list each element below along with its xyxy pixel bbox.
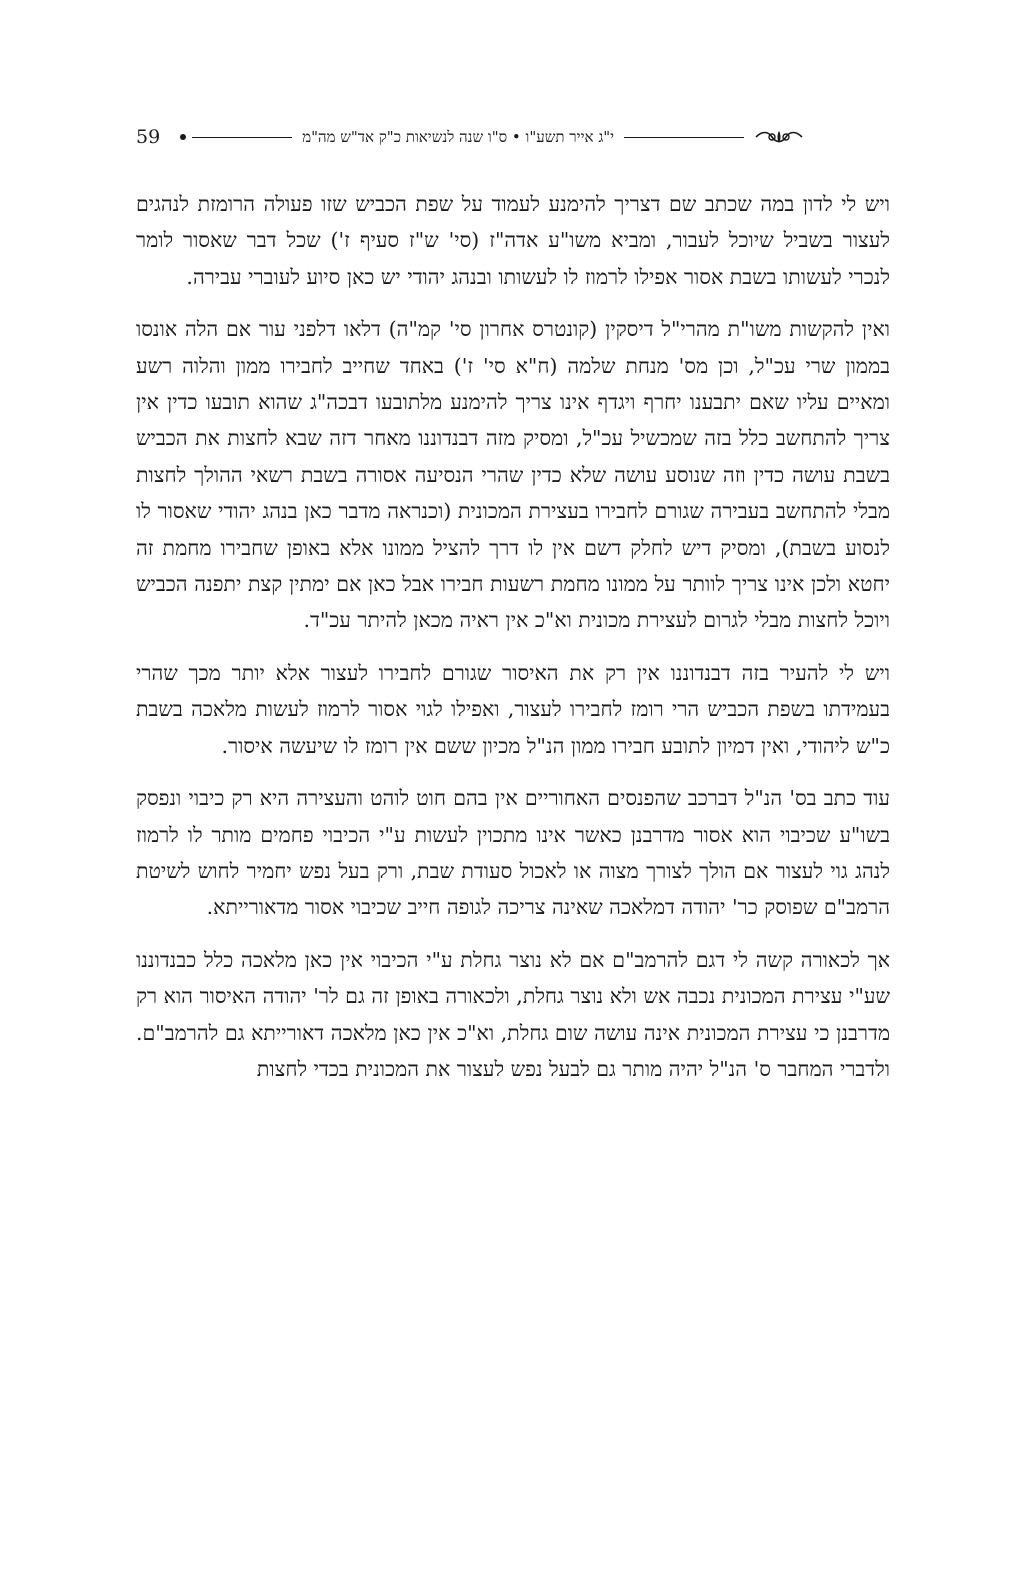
running-title: י"ג אייר תשע"ו • ס"ו שנה לנשיאות כ"ק אד"ש מה"מ — [302, 127, 615, 146]
paragraph-text: ויש לי להעיר בזה דבנדוננו אין רק את האיסור שגורם לחבירו לעצור אלא יותר מכך שהרי בעמידתו בשפת הכביש הרי רומז לחבירו לעצור, ואפילו לגוי אסור לרמוז לעשות מלאכה בשבת כ"ש ליהודי, ואין דמיון לתובע חבירו ממון הנ"ל מכיון ששם אין רומז לו שיעשה איסור. — [136, 660, 890, 758]
paragraph-1 — [136, 186, 890, 295]
running-header — [136, 120, 890, 154]
header-rule-right — [624, 137, 744, 138]
header-rule-left — [192, 137, 292, 138]
main-text — [136, 186, 890, 1103]
paragraph-text: עוד כתב בס' הנ"ל דברכב שהפנסים האחוריים אין בהם חוט לוהט והעצירה היא רק כיבוי ונפסק בשו"ע שכיבוי הוא אסור מדרבנן כאשר אינו מתכוין לעשות ע"י הכיבוי פחמים מותר לו לרמוז לנהג גוי לעצור אם הולך לצורך מצוה או לאכול סעודת שבת, ורק בעל נפש יחמיר לחוש לשיטת הרמב"ם שפוסק כר' יהודה דמלאכה שאינה צריכה לגופה חייב שכיבוי אסור מדאורייתא. — [136, 786, 890, 920]
paragraph-3 — [136, 655, 890, 764]
ornament-icon — [754, 127, 804, 147]
paragraph-text: ואין להקשות משו"ת מהרי"ל דיסקין (קונטרס אחרון סי' קמ"ה) דלאו דלפני עור אם הלה אונסו בממון שרי עכ"ל, וכן מס' מנחת שלמה (ח"א סי' ז') באחד שחייב לחבירו ממון והלוה רשע ומאיים עליו שאם יתבענו יחרף ויגדף אינו צריך להימנע מלתובעו דבכה"ג שהוא תובעו כדין אין צריך להתחשב כלל בזה שמכשיל עכ"ל, ומסיק מזה דבנדוננו מאחר דזה שבא לחצות את הכביש בשבת עושה כדין וזה שנוסע עושה שלא כדין שהרי הנסיעה אסורה בשבת רשאי ההולך לחצות מבלי להתחשב בעבירה שגורם לחבירו בעצירת המכונית (וכנראה מדבר כאן בנהג יהודי שאסור לו לנסוע בשבת), ומסיק דיש לחלק דשם אין לו דרך להציל ממונו אלא באופן שחבירו מחמת זה יחטא ולכן אינו צריך לוותר על ממונו מחמת רשעות חבירו אבל כאן אם ימתין קצת יתפנה הכביש ויוכל לחצות מבלי לגרום לעצירת מכונית וא"כ אין ראיה מכאן להיתר עכ"ד. — [136, 317, 890, 633]
header-bullet — [180, 134, 186, 140]
paragraph-text: ויש לי לדון במה שכתב שם דצריך להימנע לעמוד על שפת הכביש שזו פעולה הרומזת לנהגים לעצור בשביל שיוכל לעבור, ומביא משו"ע אדה"ז (סי' ש"ז סעיף ז') שכל דבר שאסור לומר לנכרי לעשותו בשבת אסור אפילו לרמוז לו לעשותו ובנהג יהודי יש כאן סיוע לעוברי עבירה. — [136, 192, 890, 289]
paragraph-5 — [136, 942, 890, 1088]
paragraph-4 — [136, 780, 890, 926]
paragraph-2 — [136, 311, 890, 639]
page-number: 59 — [136, 126, 161, 148]
paragraph-text: אך לכאורה קשה לי דגם להרמב"ם אם לא נוצר גחלת ע"י הכיבוי אין כאן מלאכה כלל כבנדוננו שע"י עצירת המכונית נכבה אש ולא נוצר גחלת, ולכאורה באופן זה גם לר' יהודה האיסור הוא רק מדרבנן כי עצירת המכונית אינה עושה שום גחלת, וא"כ אין כאן מלאכה דאורייתא גם להרמב"ם. ולדברי המחבר ס' הנ"ל יהיה מותר גם לבעל נפש לעצור את המכונית בכדי לחצות — [136, 947, 890, 1081]
